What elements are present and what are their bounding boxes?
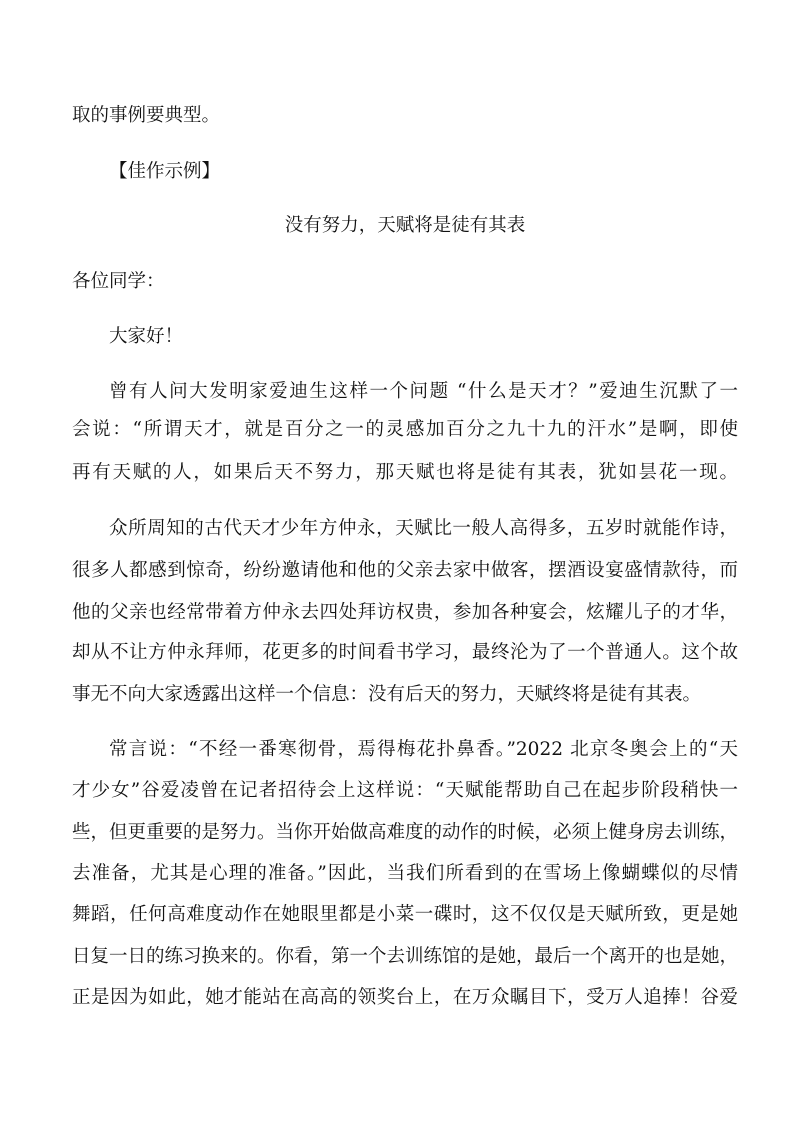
paragraph-3-line: 正是因为如此，她才能站在高高的领奖台上，在万众瞩目下，受万人追捧！谷爱 <box>72 987 738 1008</box>
essay-title: 没有努力，天赋将是徒有其表 <box>284 215 526 236</box>
paragraph-3-line: 些，但更重要的是努力。当你开始做高难度的动作的时候，必须上健身房去训练， <box>72 822 738 843</box>
paragraph-3-line: 才少女”谷爱凌曾在记者招待会上这样说：“天赋能帮助自己在起步阶段稍快一 <box>72 780 738 801</box>
salutation: 各位同学： <box>72 271 165 292</box>
greeting: 大家好！ <box>109 326 184 347</box>
paragraph-2-line: 众所周知的古代天才少年方仲永，天赋比一般人高得多，五岁时就能作诗， <box>109 518 738 539</box>
paragraph-1-line: 曾有人问大发明家爱迪生这样一个问题 “什么是天才？”爱迪生沉默了一 <box>109 381 738 402</box>
paragraph-2-line: 却从不让方仲永拜师，花更多的时间看书学习，最终沦为了一个普通人。这个故 <box>72 642 738 663</box>
text-line: 取的事例要典型。 <box>72 105 221 126</box>
paragraph-1-line: 会说：“所谓天才，就是百分之一的灵感加百分之九十九的汗水”是啊，即使 <box>72 419 738 440</box>
paragraph-1-line: 再有天赋的人，如果后天不努力，那天赋也将是徒有其表，犹如昙花一现。 <box>72 462 738 483</box>
paragraph-3-line: 去准备，尤其是心理的准备。”因此，当我们所看到的在雪场上像蝴蝶似的尽情 <box>72 863 738 884</box>
paragraph-2-line: 很多人都感到惊奇，纷纷邀请他和他的父亲去家中做客，摆酒设宴盛情款待，而 <box>72 560 738 581</box>
section-label: 【佳作示例】 <box>109 161 221 182</box>
paragraph-3-line: 舞蹈，任何高难度动作在她眼里都是小菜一碟时，这不仅仅是天赋所致，更是她 <box>72 904 738 925</box>
paragraph-3-line: 日复一日的练习换来的。你看，第一个去训练馆的是她，最后一个离开的也是她， <box>72 946 738 967</box>
paragraph-3-line: 常言说：“不经一番寒彻骨，焉得梅花扑鼻香。”2022 北京冬奥会上的“天 <box>109 739 738 760</box>
paragraph-2-line: 他的父亲也经常带着方仲永去四处拜访权贵，参加各种宴会，炫耀儿子的才华， <box>72 602 738 623</box>
paragraph-2-line: 事无不向大家透露出这样一个信息：没有后天的努力，天赋终将是徒有其表。 <box>72 684 702 705</box>
